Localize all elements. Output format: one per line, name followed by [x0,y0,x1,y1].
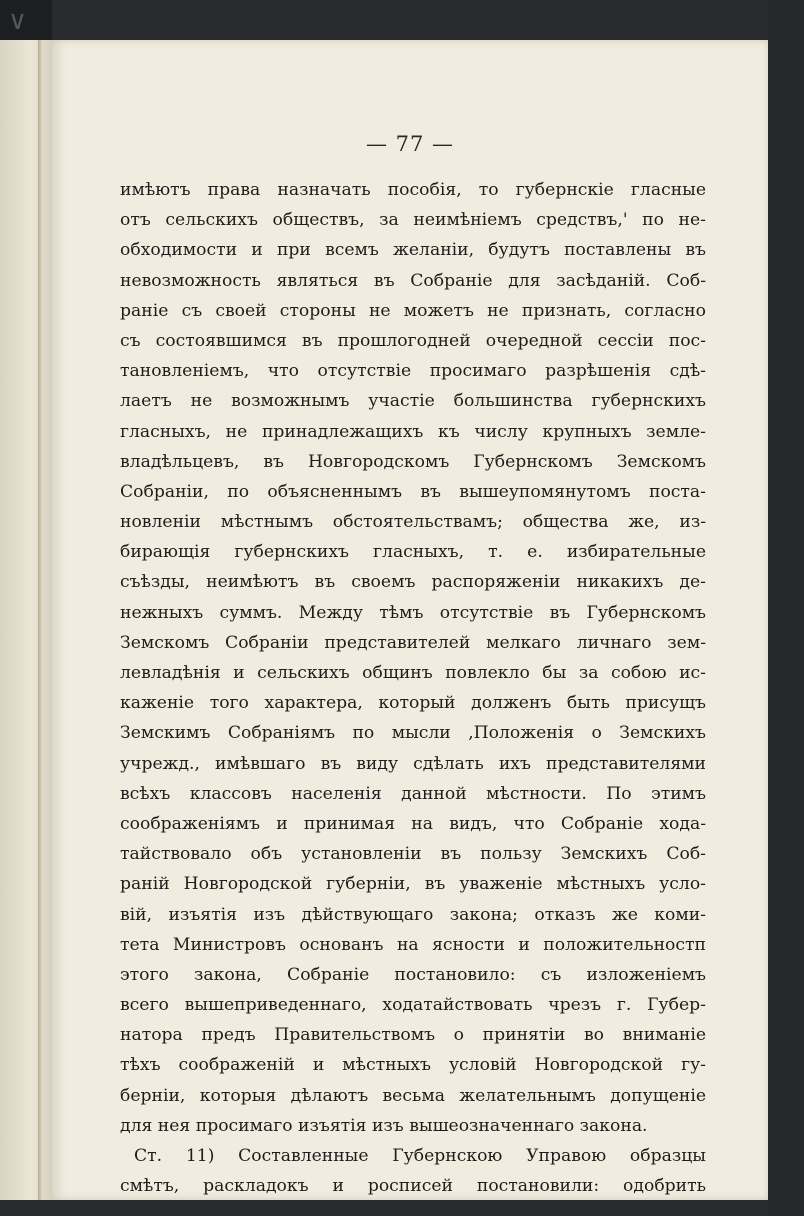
book-spine-corner [0,0,52,44]
scan-background-right [768,0,804,1216]
text-line: вій, изъятія изъ дѣйствующаго закона; отказъ же коми- [120,904,706,925]
page-fold [38,40,43,1200]
book-page [52,40,768,1200]
text-line: соображеніямъ и принимая на видъ, что Собраніе хода- [120,813,706,834]
text-line: владѣльцевъ, въ Новгородскомъ Губернскомъ Земскомъ [120,451,706,472]
text-line: тановленіемъ, что отсутствіе просимаго разрѣшенія сдѣ- [120,361,706,382]
text-line: раніе съ своей стороны не можетъ не признать, согласно [120,300,706,321]
text-line: обходимости и при всемъ желаніи, будутъ поставлены въ [120,240,706,261]
text-line: имѣютъ права назначать пособія, то губернскіе гласные [120,180,706,200]
text-line: учрежд., имѣвшаго въ виду сдѣлать ихъ представителями [120,753,706,774]
text-line: Собраніи, по объясненнымъ въ вышеупомянутомъ поста- [120,481,706,502]
text-line: нежныхъ суммъ. Между тѣмъ отсутствіе въ Губернскомъ [120,602,706,623]
text-line: каженіе того характера, который долженъ быть присущъ [120,693,706,714]
text-line: тета Министровъ основанъ на ясности и положительностп [120,934,706,955]
text-line: этого закона, Собраніе постановило: съ изложеніемъ [120,964,706,985]
text-line: всего вышеприведеннаго, ходатайствовать чрезъ г. Губер- [120,995,706,1016]
text-line: лаетъ не возможнымъ участіе большинства губернскихъ [120,391,706,412]
text-line: тѣхъ соображеній и мѣстныхъ условій Новгородской гу- [120,1055,706,1076]
text-line: съѣзды, неимѣютъ въ своемъ распоряженіи никакихъ де- [120,572,706,593]
text-line: отъ сельскихъ обществъ, за неимѣніемъ средствъ,' по не- [120,210,706,231]
left-page-edge [0,40,53,1200]
text-line: бирающія губернскихъ гласныхъ, т. е. избирательные [120,542,706,563]
text-line: Земскомъ Собраніи представителей мелкаго личнаго зем- [120,632,706,653]
text-line: всѣхъ классовъ населенія данной мѣстности. По этимъ [120,783,706,804]
page-bottom-margin [52,1040,768,1200]
text-line: смѣтъ, раскладокъ и росписей постановили: одобрить [120,1176,706,1197]
text-line: новленіи мѣстнымъ обстоятельствамъ; общества же, из- [120,512,706,533]
text-line: гласныхъ, не принадлежащихъ къ числу крупныхъ земле- [120,421,706,442]
text-line: Ст. 11) Составленные Губернскою Управою образцы [134,1146,706,1166]
text-line: тайствовало объ установленіи въ пользу Земскихъ Соб- [120,844,706,865]
text-line: Земскимъ Собраніямъ по мысли ,Положенія о Земскихъ [120,723,706,744]
text-line: раній Новгородской губерніи, въ уваженіе мѣстныхъ усло- [120,874,706,895]
spine-mark-icon: ∨ [8,6,28,36]
text-line: невозможность являться въ Собраніе для засѣданій. Соб- [120,270,706,291]
text-line: левладѣнія и сельскихъ общинъ повлекло бы за собою ис- [120,663,706,683]
text-line: для нея просимаго изъятія изъ вышеозначеннаго закона. [120,1115,648,1136]
text-line: съ состоявшимся въ прошлогодней очередной сессіи пос- [120,330,706,351]
text-line: берніи, которыя дѣлаютъ весьма желательнымъ допущеніе [120,1085,706,1106]
page-number: — 77 — [365,132,455,156]
text-line: натора предъ Правительствомъ о принятіи во вниманіе [120,1025,706,1046]
